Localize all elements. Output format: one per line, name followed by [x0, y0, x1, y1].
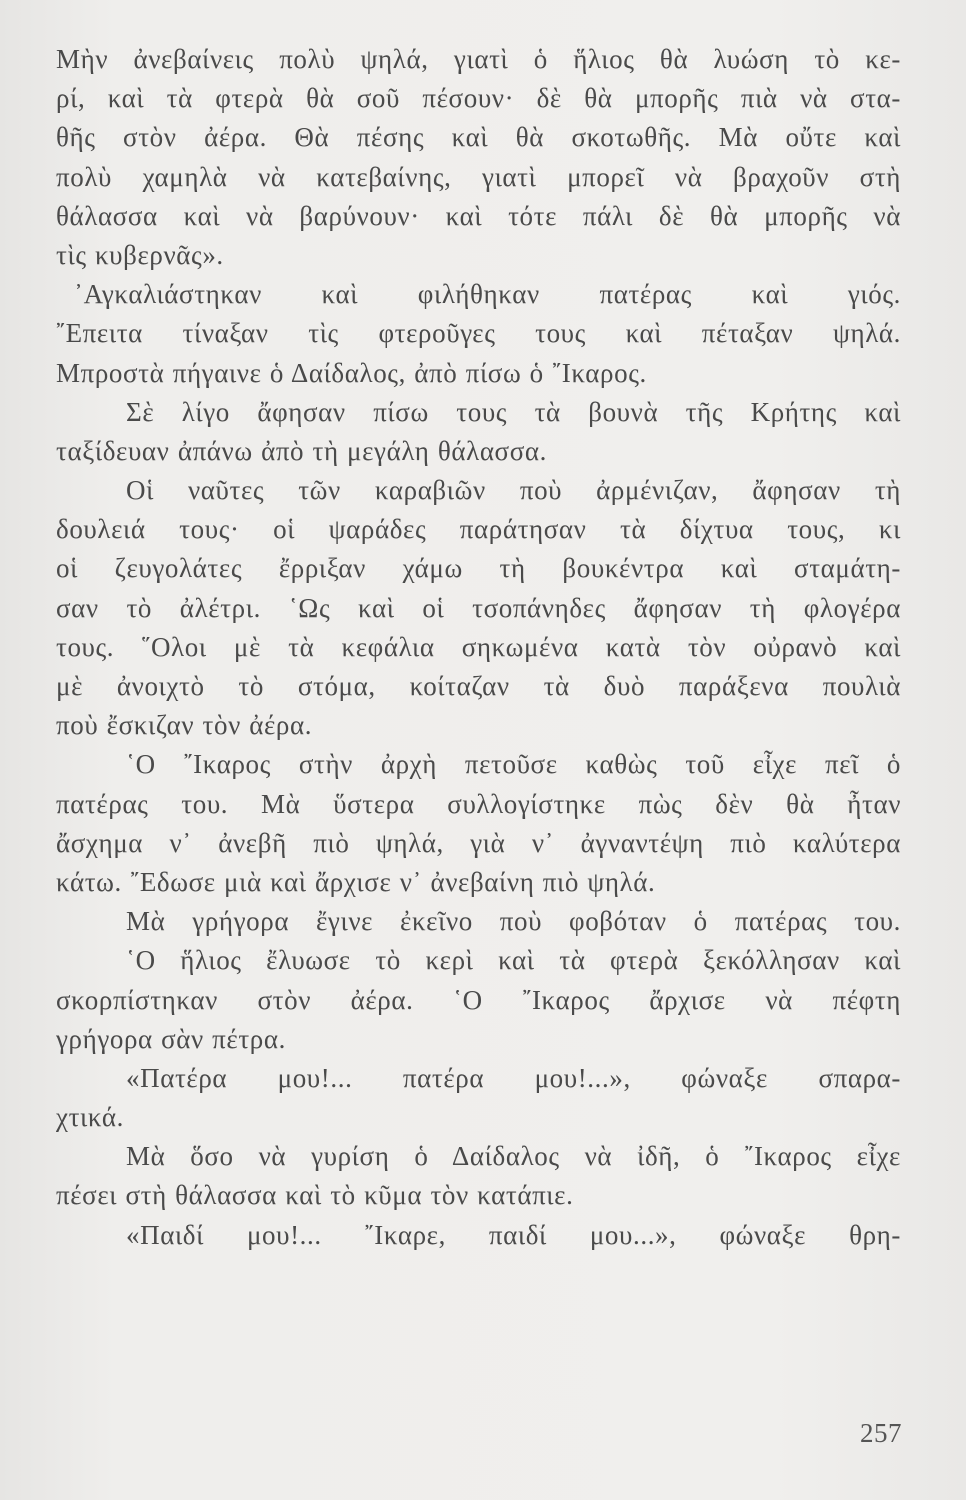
text-line: μὲ ἀνοιχτὸ τὸ στόμα, κοίταζαν τὰ δυὸ παράξενα πουλιὰ	[56, 671, 901, 701]
text-line: πολὺ χαμηλὰ νὰ κατεβαίνης, γιατὶ μπορεῖ νὰ βραχοῦν στὴ	[56, 161, 901, 192]
text-line: κάτω. ῎Εδωσε μιὰ καὶ ἄρχισε ν᾿ ἀνεβαίνη πιὸ ψηλά.	[56, 866, 656, 897]
text-line: Μὴν ἀνεβαίνεις πολὺ ψηλά, γιατὶ ὁ ἥλιος θὰ λυώση τὸ κε-	[56, 44, 901, 74]
text-line: «Παιδί μου!... ῎Ικαρε, παιδί μου...», φώναξε θρη-	[126, 1219, 901, 1250]
text-line: ἄσχημα ν᾿ ἀνεβῆ πιὸ ψηλά, γιὰ ν᾿ ἀγναντέψη πιὸ καλύτερα	[56, 827, 901, 858]
text-line: οἱ ζευγολάτες ἔρριξαν χάμω τὴ βουκέντρα καὶ σταμάτη-	[56, 553, 901, 584]
text-line: Οἱ ναῦτες τῶν καραβιῶν ποὺ ἀρμένιζαν, ἄφησαν τὴ	[126, 475, 901, 506]
text-line: τους. ῞Ολοι μὲ τὰ κεφάλια σηκωμένα κατὰ τὸν οὐρανὸ καὶ	[56, 631, 901, 662]
text-line: πέσει στὴ θάλασσα καὶ τὸ κῦμα τὸν κατάπιε.	[56, 1180, 574, 1211]
text-line: γρήγορα σὰν πέτρα.	[56, 1023, 286, 1054]
text-line: «Πατέρα μου!... πατέρα μου!...», φώναξε σπαρα-	[126, 1062, 901, 1093]
text-line: Μὰ ὅσο νὰ γυρίση ὁ Δαίδαλος νὰ ἰδῆ, ὁ ῎Ικαρος εἶχε	[126, 1141, 901, 1172]
text-line: σκορπίστηκαν στὸν ἀέρα. ῾Ο ῎Ικαρος ἄρχισε νὰ πέφτη	[56, 984, 901, 1015]
page-number: 257	[860, 1418, 902, 1448]
text-line: σαν τὸ ἀλέτρι. ῾Ως καὶ οἱ τσοπάνηδες ἄφησαν τὴ φλογέρα	[56, 592, 901, 623]
text-line: ρί, καὶ τὰ φτερὰ θὰ σοῦ πέσουν· δὲ θὰ μπορῆς πιὰ νὰ στα-	[56, 83, 901, 114]
text-line: ῎Επειτα τίναξαν τὶς φτεροῦγες τους καὶ πέταξαν ψηλά.	[56, 318, 901, 349]
text-line: ποὺ ἔσκιζαν τὸν ἀέρα.	[56, 710, 313, 741]
text-line: χτικά.	[56, 1102, 124, 1133]
text-line: θῆς στὸν ἀέρα. Θὰ πέσης καὶ θὰ σκοτωθῆς. Μὰ οὔτε καὶ	[56, 122, 901, 153]
text-line: ᾿Αγκαλιάστηκαν καὶ φιλήθηκαν πατέρας καὶ γιός.	[74, 279, 901, 310]
text-line: ῾Ο ῎Ικαρος στὴν ἀρχὴ πετοῦσε καθὼς τοῦ εἶχε πεῖ ὁ	[126, 749, 901, 780]
page-text	[56, 40, 901, 1255]
text-line: ῾Ο ἥλιος ἔλυωσε τὸ κερὶ καὶ τὰ φτερὰ ξεκόλλησαν καὶ	[126, 945, 901, 976]
text-line: Σὲ λίγο ἄφησαν πίσω τους τὰ βουνὰ τῆς Κρήτης καὶ	[126, 396, 901, 427]
text-line: Μπροστὰ πήγαινε ὁ Δαίδαλος, ἀπὸ πίσω ὁ ῎Ικαρος.	[56, 357, 647, 388]
text-line: θάλασσα καὶ νὰ βαρύνουν· καὶ τότε πάλι δὲ θὰ μπορῆς νὰ	[56, 200, 901, 231]
text-line: πατέρας του. Μὰ ὕστερα συλλογίστηκε πὼς δὲν θὰ ἦταν	[56, 788, 901, 819]
text-line: Μὰ γρήγορα ἔγινε ἐκεῖνο ποὺ φοβόταν ὁ πατέρας του.	[126, 906, 901, 937]
text-line: δουλειά τους· οἱ ψαράδες παράτησαν τὰ δίχτυα τους, κι	[56, 514, 901, 545]
text-line: τὶς κυβερνᾶς».	[56, 239, 224, 270]
text-line: ταξίδευαν ἀπάνω ἀπὸ τὴ μεγάλη θάλασσα.	[56, 435, 547, 466]
